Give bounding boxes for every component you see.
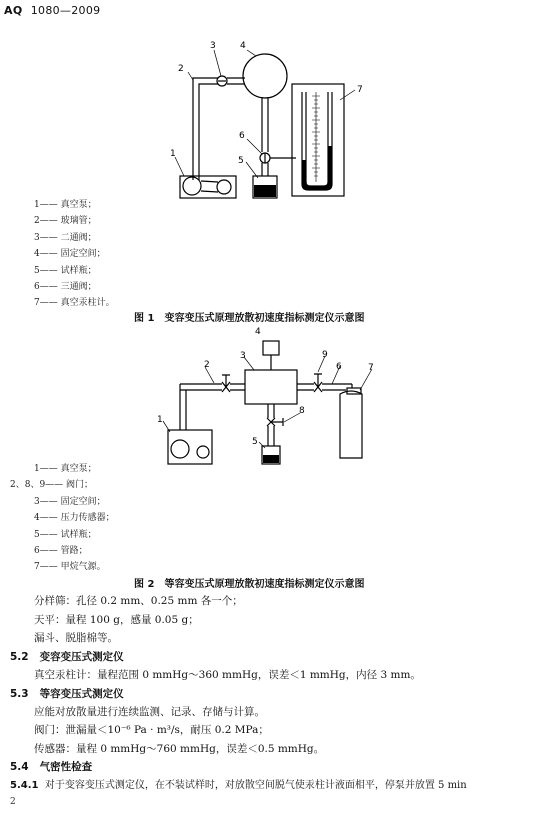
section-title: 气密性检查: [39, 761, 93, 773]
body-line: 应能对放散量进行连续监测、记录、存储与计算。: [34, 706, 265, 718]
fig2-callout-7: 7: [368, 363, 374, 373]
legend-item: 2、8、9—— 阀门；: [10, 480, 94, 491]
legend-item: 6—— 三通阀；: [34, 282, 97, 293]
body-line: 阀门：泄漏量＜10⁻⁶ Pa · m³/s，耐压 0.2 MPa；: [34, 724, 269, 736]
figure-2-caption: 图 2 等容变压式原理放散初速度指标测定仪示意图: [134, 579, 365, 590]
legend-item: 3—— 固定空间；: [34, 496, 106, 507]
fig2-callout-2: 2: [204, 360, 210, 370]
body-line: 传感器：量程 0 mmHg～760 mmHg，误差＜0.5 mmHg。: [34, 743, 325, 755]
figure-2-diagram: [150, 325, 380, 470]
standard-prefix: AQ: [4, 4, 23, 17]
legend-item: 5—— 试样瓶；: [34, 529, 97, 540]
legend-item: 1—— 真空泵；: [34, 464, 97, 474]
section-5-4-heading: [10, 759, 92, 774]
standard-code-header: [4, 4, 100, 17]
section-5-2-heading: [10, 649, 124, 664]
fig2-callout-6: 6: [336, 362, 342, 372]
legend-item: 7—— 真空汞柱计。: [34, 298, 115, 309]
fig2-callout-8: 8: [299, 406, 305, 416]
legend-item: 5—— 试样瓶；: [34, 265, 97, 276]
fig1-callout-3: 3: [210, 41, 216, 51]
page-number: 2: [10, 797, 16, 807]
fig1-callout-2: 2: [178, 64, 184, 74]
section-title: 变容变压式测定仪: [39, 651, 124, 663]
section-5-3-heading: [10, 686, 124, 701]
section-number: 5.4.1: [10, 780, 39, 791]
body-line: 漏斗、脱脂棉等。: [34, 632, 118, 644]
legend-item: 6—— 管路；: [34, 546, 88, 557]
manometer-scale: [312, 92, 320, 182]
fig2-callout-5: 5: [252, 437, 258, 447]
legend-item: 7—— 甲烷气源。: [34, 562, 106, 573]
fig1-callout-1: 1: [170, 149, 176, 159]
section-5-4-1-line: [10, 776, 467, 791]
fig1-callout-6: 6: [239, 131, 245, 141]
figure-2-legend: [10, 461, 115, 576]
figure-1-diagram: [160, 30, 380, 205]
legend-item: 1—— 真空泵；: [34, 200, 97, 210]
section-5-2-text: 真空汞柱计：量程范围 0 mmHg～360 mmHg，误差＜1 mmHg，内径 3 mm。: [34, 669, 421, 681]
fig1-callout-5: 5: [238, 156, 244, 166]
legend-item: 4—— 固定空间；: [34, 249, 106, 260]
body-line: 天平：量程 100 g，感量 0.05 g；: [34, 614, 199, 626]
body-line: 分样筛：孔径 0.2 mm、0.25 mm 各一个；: [34, 595, 243, 607]
standard-number: 1080—2009: [30, 4, 101, 17]
fig2-callout-3: 3: [240, 351, 246, 361]
fig1-callout-4: 4: [240, 41, 246, 51]
section-number: 5.4: [10, 761, 29, 773]
section-number: 5.2: [10, 651, 29, 663]
legend-item: 3—— 二通阀；: [34, 232, 97, 243]
section-title: 等容变压式测定仪: [39, 688, 124, 700]
fig2-callout-1: 1: [157, 415, 163, 425]
legend-item: 2—— 玻璃管；: [34, 216, 97, 227]
section-number: 5.3: [10, 688, 29, 700]
legend-item: 4—— 压力传感器；: [34, 513, 115, 524]
figure-1-legend: [34, 197, 115, 312]
fig1-callout-7: 7: [357, 85, 363, 95]
section-5-4-1-text: 对于变容变压式测定仪，在不装试样时，对放散空间脱气使汞柱计液面相平，停泵并放置 5 min: [44, 780, 467, 791]
figure-1-caption: 图 1 变容变压式原理放散初速度指标测定仪示意图: [134, 313, 365, 324]
fig2-callout-4: 4: [255, 327, 261, 337]
fig2-callout-9: 9: [322, 350, 328, 360]
